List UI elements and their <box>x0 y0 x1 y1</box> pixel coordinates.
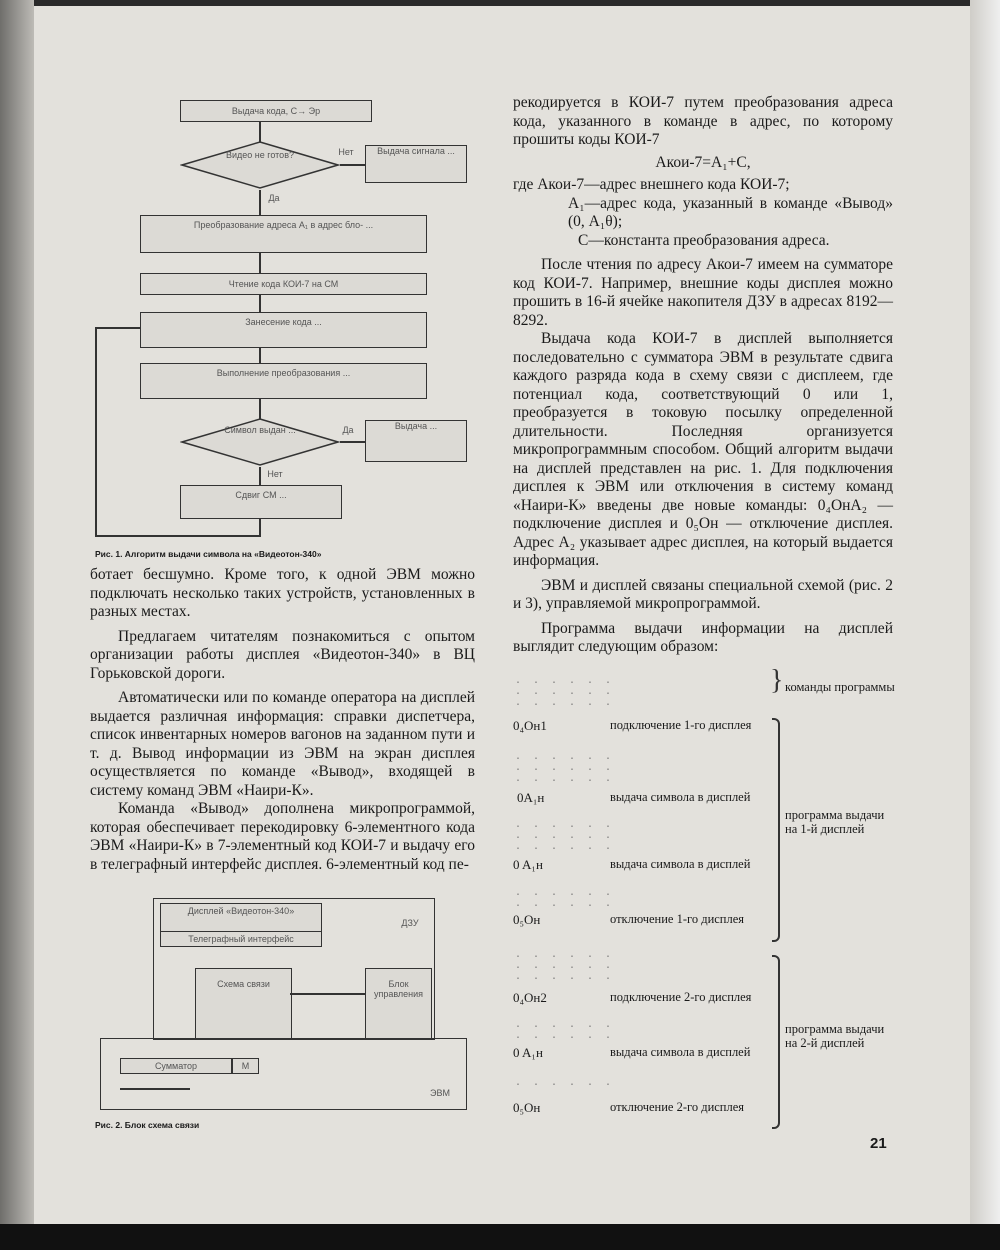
fig2-display-block: Дисплей «Видеотон-340» <box>160 903 322 932</box>
flow-block-4: Занесение кода ... <box>140 312 427 348</box>
program-code: 0₄Он1 <box>513 718 547 733</box>
program-dots: . . . . . . . . . . . . <box>515 1020 615 1042</box>
left-text-column <box>90 566 475 874</box>
brace-commands-label: команды программы <box>785 680 895 694</box>
fig2-m-block: М <box>232 1058 259 1074</box>
program-description: выдача символа в дисплей <box>610 857 751 871</box>
program-description: подключение 1-го дисплея <box>610 718 752 732</box>
figure-1-flowchart <box>95 95 485 545</box>
left-paragraph-3: Автоматически или по команде оператора на дисплей выдается различная информация: справки диспетчера, список инвентарных номеров вагонов на заданном пути и т. д. Вывод информации из ЭВМ на экран дисплея осуществляется по команде «Вывод», входящей в систему команд ЭВМ «Наири-К». <box>90 689 475 799</box>
left-paragraph-4: Команда «Вывод» дополнена микропрограммой, которая обеспечивает перекодировку 6-элементного кода ЭВМ «Наири-К» в 7-элементный код КОИ-7 и выдачу его в телеграфный интерфейс дисплея. 6-элементный код пе- <box>90 800 475 873</box>
program-description: выдача символа в дисплей <box>610 1045 751 1059</box>
page-gutter-shadow <box>0 0 34 1250</box>
program-code: 0₅Он <box>513 1100 541 1115</box>
formula-where-3: C—константа преобразования адреса. <box>578 231 830 249</box>
formula: Aкои-7=A₁+C, <box>655 153 751 171</box>
flow-side-block-1: Выдача сигнала ... <box>365 145 467 183</box>
program-dots: . . . . . . . . . . . . . . . . . . <box>515 820 615 853</box>
left-paragraph-1: ботает бесшумно. Кроме того, к одной ЭВМ можно подключать несколько таких устройств, установленных в разных местах. <box>90 566 475 620</box>
brace-commands: } <box>770 665 784 696</box>
program-dots: . . . . . . . . . . . . . . . . . . <box>515 752 615 785</box>
program-dots: . . . . . . . . . . . . . . . . . . <box>515 950 615 983</box>
flow-block-3: Чтение кода КОИ-7 на СМ <box>140 273 427 295</box>
flow-decision-2-no: Нет <box>267 469 283 479</box>
program-dots: . . . . . . . . . . . . <box>515 888 615 910</box>
program-code: 0₅Он <box>513 912 541 927</box>
program-description: отключение 1-го дисплея <box>610 912 745 926</box>
flow-block-5: Выполнение преобразования ... <box>140 363 427 399</box>
right-paragraph-3: Выдача кода КОИ-7 в дисплей выполняется последовательно с сумматора ЭВМ в результате сдвига каждого разряда кода в схему связи с дисплеем, где потенциал кода, соответствующий 0 или 1, преобразуется в токовую посылку определенной длительности. Последняя организуется микропрограммным способом. Общий алгоритм выдачи на дисплей представлен на рис. 1. Для подключения дисплея к ЭВМ или отключения в систему команд «Наири-К» введены две новые команды: 0₄ОнА₂ — подключение дисплея и 0₅Он — отключение дисплея. Адрес A₂ указывает адрес дисплея, на который выдается информация. <box>513 330 893 569</box>
flow-decision-2-label: Символ выдан ... <box>224 425 296 435</box>
fig2-control-unit: Блок управления <box>365 968 432 1040</box>
brace-program-1 <box>772 718 780 942</box>
right-paragraph-2: После чтения по адресу Aкои-7 имеем на сумматоре код КОИ-7. Например, внешние коды дисплея можно прошить в 16-й ячейке накопителя ДЗУ в адресах 8192—8292. <box>513 256 893 329</box>
figure-2-block-diagram <box>95 893 475 1118</box>
flow-block-6: Сдвиг СМ ... <box>180 485 342 519</box>
program-code: 0 A₁н <box>513 857 543 872</box>
fig2-link-scheme: Схема связи <box>195 968 292 1040</box>
scan-bottom-border <box>0 1224 1000 1250</box>
figure-1-caption: Рис. 1. Алгоритм выдачи символа на «Видеотон-340» <box>95 549 322 559</box>
flow-block-2: Преобразование адреса А₁ в адрес бло- ... <box>140 215 427 253</box>
formula-where-2: A₁—адрес кода, указанный в команде «Вывод» (0, A₁θ); <box>568 194 893 230</box>
program-description: отключение 2-го дисплея <box>610 1100 745 1114</box>
flow-decision-2-yes: Да <box>342 425 354 435</box>
program-code: 0₄Он2 <box>513 990 547 1005</box>
program-code: 0A₁н <box>517 790 545 805</box>
brace-program-2-label: программа выдачи на 2-й дисплей <box>785 1022 885 1050</box>
program-dots: . . . . . . . . . . . . . . . . . . <box>515 676 615 709</box>
right-paragraph-5: Программа выдачи информации на дисплей выглядит следующим образом: <box>513 619 893 655</box>
brace-program-1-label: программа выдачи на 1-й дисплей <box>785 808 885 836</box>
page-number: 21 <box>870 1135 887 1152</box>
flow-decision-1-no: Да <box>268 193 280 203</box>
figure-2-caption: Рис. 2. Блок схема связи <box>95 1120 200 1130</box>
right-text-column <box>513 94 893 657</box>
fig2-outer-bottom <box>100 1038 467 1110</box>
formula-where-1: где Aкои-7—адрес внешнего кода КОИ-7; <box>513 176 790 193</box>
right-paragraph-4: ЭВМ и дисплей связаны специальной схемой (рис. 2 и 3), управляемой микропрограммой. <box>513 576 893 612</box>
flow-block-1: Выдача кода, С→ Эр <box>180 100 372 122</box>
left-paragraph-2: Предлагаем читателям познакомиться с опытом организации работы дисплея «Видеотон-340» в ВЦ Горьковской дороги. <box>90 627 475 682</box>
flow-side-block-2: Выдача ... <box>365 420 467 462</box>
program-description: подключение 2-го дисплея <box>610 990 752 1004</box>
program-code: 0 A₁н <box>513 1045 543 1060</box>
fig2-adder: Сумматор <box>120 1058 232 1074</box>
page-right-edge <box>970 0 1000 1224</box>
brace-program-2 <box>772 955 780 1129</box>
flow-decision-1-yes: Нет <box>338 147 354 157</box>
program-dots: . . . . . . <box>515 1078 615 1089</box>
program-description: выдача символа в дисплей <box>610 790 751 804</box>
fig2-evm-label: ЭВМ <box>430 1088 450 1098</box>
fig2-interface-block: Телеграфный интерфейс <box>160 931 322 947</box>
flow-decision-1-label: Видео не готов? <box>226 150 294 160</box>
right-paragraph-1: рекодируется в КОИ-7 путем преобразования адреса кода, указанного в команде в адрес, по которому прошиты коды КОИ-7 <box>513 94 893 148</box>
fig2-dzu-label: ДЗУ <box>401 918 419 928</box>
